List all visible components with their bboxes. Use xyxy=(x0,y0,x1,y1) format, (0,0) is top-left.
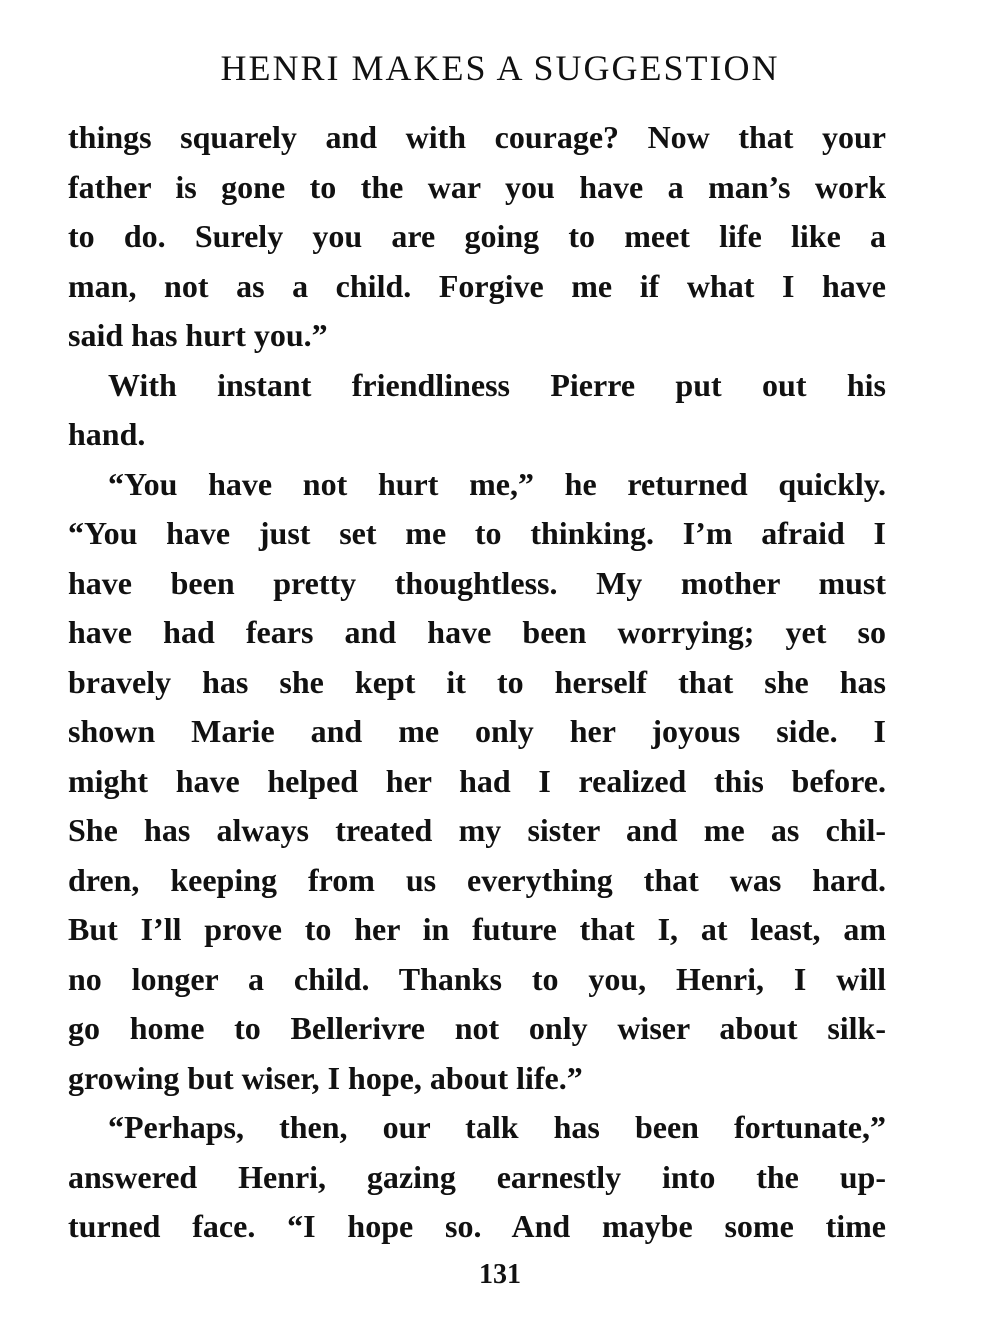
text-line: no longer a child. Thanks to you, Henri, I will xyxy=(68,960,886,997)
text-line: She has always treated my sister and me as chil- xyxy=(68,812,886,848)
text-line: man, not as a child. Forgive me if what I have xyxy=(68,267,886,304)
text-line: have been pretty thoughtless. My mother must xyxy=(68,564,886,601)
paragraph xyxy=(68,460,886,1104)
running-head: HENRI MAKES A SUGGESTION xyxy=(220,48,780,88)
text-line: father is gone to the war you have a man’s work xyxy=(68,168,886,205)
page-number: 131 xyxy=(479,1259,521,1290)
text-line: shown Marie and me only her joyous side. I xyxy=(68,713,886,749)
text-line: might have helped her had I realized this before. xyxy=(68,762,886,799)
paragraph xyxy=(68,113,886,361)
text-line: turned face. “I hope so. And maybe some time xyxy=(68,1208,886,1244)
text-line: to do. Surely you are going to meet life like a xyxy=(68,218,886,254)
text-line: “Perhaps, then, our talk has been fortunate,” xyxy=(108,1109,886,1145)
paragraph xyxy=(68,1103,886,1252)
text-line: go home to Bellerivre not only wiser about silk- xyxy=(68,1010,886,1046)
text-line: things squarely and with courage? Now that your xyxy=(68,119,886,155)
text-line: answered Henri, gazing earnestly into the up- xyxy=(68,1158,886,1195)
text-line: growing but wiser, I hope, about life.” xyxy=(68,1059,583,1096)
text-line: With instant friendliness Pierre put out his xyxy=(108,366,886,403)
text-line: “You have not hurt me,” he returned quickly. xyxy=(108,465,886,502)
text-line: “You have just set me to thinking. I’m afraid I xyxy=(68,515,886,551)
text-line: have had fears and have been worrying; yet so xyxy=(68,614,886,650)
text-line: bravely has she kept it to herself that she has xyxy=(68,663,886,700)
text-line: hand. xyxy=(68,416,146,452)
body-text xyxy=(68,113,886,1252)
text-line: said has hurt you.” xyxy=(68,317,328,353)
paragraph xyxy=(68,361,886,460)
text-line: But I’ll prove to her in future that I, at least, am xyxy=(68,911,886,947)
text-line: dren, keeping from us everything that was hard. xyxy=(68,861,886,898)
